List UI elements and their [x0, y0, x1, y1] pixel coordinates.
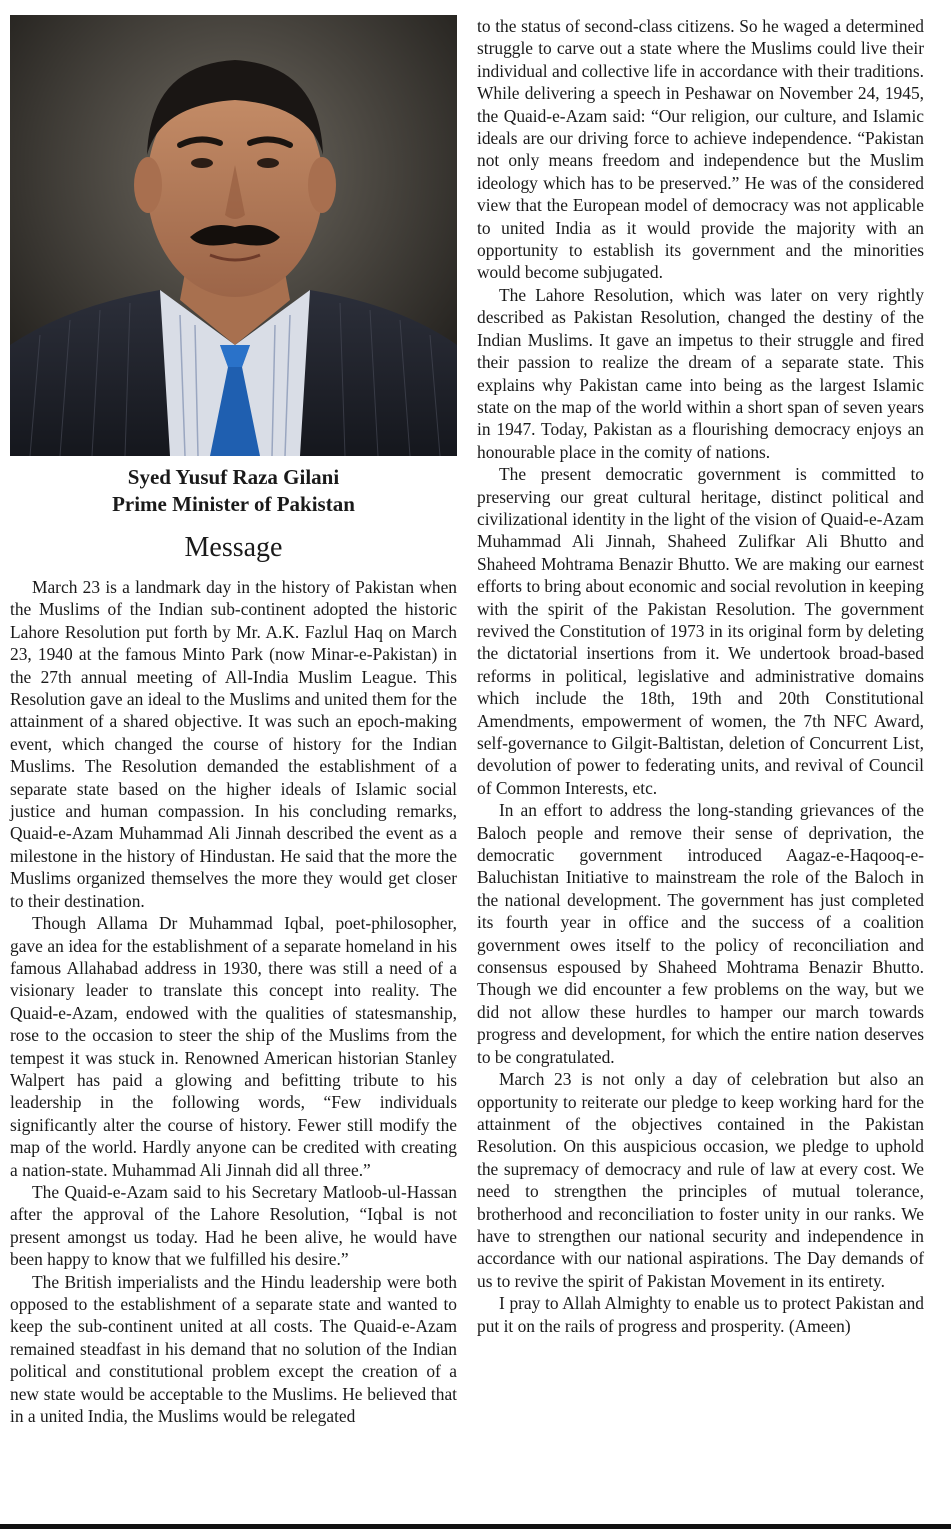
message-heading: Message [184, 532, 283, 563]
caption-name: Syed Yusuf Raza Gilani [127, 465, 340, 489]
left-column [10, 15, 457, 1427]
paragraph: The Quaid-e-Azam said to his Secretary Matloob-ul-Hassan after the approval of the Lahore Resolution, “Iqbal is not present amongst us today. Had he been alive, he would have been happy to know that we fulfilled his desire.” [10, 1181, 457, 1270]
paragraph-continued: to the status of second-class citizens. So he waged a determined struggle to carve out a state where the Muslims could live their individual and collective life in accordance with their traditions. While delivering a speech in Peshawar on November 24, 1945, the Quaid-e-Azam said: “Our religion, our culture, and Islamic ideals are our driving force to achieve independence. “Pakistan not only means freedom and independence but the Muslim ideology which has to be preserved.” He was of the considered view that the European model of democracy was not applicable to united India as it would provide the majority with an opportunity to establish its government and the minorities would become subjugated. [477, 16, 924, 283]
portrait-illustration [10, 15, 457, 456]
right-column [477, 15, 924, 1337]
paragraph: Though Allama Dr Muhammad Iqbal, poet-philosopher, gave an idea for the establishment of a separate homeland in his famous Allahabad address in 1930, there was still a need of a visionary leader to translate this concept into reality. The Quaid-e-Azam, endowed with the qualities of statesmanship, rose to the occasion to steer the ship of the Muslims from the tempest it was stuck in. Renowned American historian Stanley Walpert has paid a glowing and befitting tribute to his leadership in the following words, “Few individuals significantly alter the course of history. Fewer still modify the map of the world. Hardly anyone can be credited with creating a nation-state. Muhammad Ali Jinnah did all three.” [10, 913, 457, 1180]
paragraph: The Lahore Resolution, which was later on very rightly described as Pakistan Resolution, changed the destiny of the Indian Muslims. It gave an impetus to their struggle and fired their passion to realize the dream of a separate state. This explains why Pakistan came into being as the largest Islamic state on the map of the world within a short span of seven years in 1947. Today, Pakistan as a flourishing democracy enjoys an honourable place in the comity of nations. [477, 284, 924, 462]
portrait-photo [10, 15, 457, 456]
paragraph: I pray to Allah Almighty to enable us to protect Pakistan and put it on the rails of progress and prosperity. (Ameen) [477, 1293, 924, 1336]
paragraph: The British imperialists and the Hindu leadership were both opposed to the establishment of a separate state and wanted to keep the sub-continent united at all costs. The Quaid-e-Azam remained steadfast in his demand that no solution of the Indian political and constitutional problem except the creation of a new state would be acceptable to the Muslims. He believed that in a united India, the Muslims would be relegated [10, 1271, 457, 1427]
caption-title: Prime Minister of Pakistan [112, 492, 355, 516]
paragraph: In an effort to address the long-standing grievances of the Baloch people and remove their sense of deprivation, the democratic government introduced Aagaz-e-Haqooq-e-Baluchistan Initiative to mainstream the role of the Baloch in the national development. The government has just completed its fourth year in office and the success of a coalition government owes itself to the policy of reconciliation and consensus espoused by Shaheed Mohtrama Benazir Bhutto. Though we did encounter a few problems on the way, but we did not allow these hurdles to hamper our march towards progress and development, for which the entire nation deserves to be congratulated. [477, 800, 924, 1067]
paragraph: March 23 is a landmark day in the history of Pakistan when the Muslims of the Indian sub-continent adopted the historic Lahore Resolution put forth by Mr. A.K. Fazlul Haq on March 23, 1940 at the famous Minto Park (now Minar-e-Pakistan) in the 27th annual meeting of All-India Muslim League. This Resolution gave an ideal to the Muslims and united them for the attainment of a shared objective. It was such an epoch-making event, which changed the course of history for the Indian Muslims. The Resolution demanded the establishment of a separate state based on the higher ideals of Islamic social justice and human compassion. In his concluding remarks, Quaid-e-Azam Muhammad Ali Jinnah described the event as a milestone in the history of Hindustan. He said that the more the Muslims organized themselves the more they would get closer to their destination. [10, 577, 457, 911]
paragraph: March 23 is not only a day of celebration but also an opportunity to reiterate our pledge to keep working hard for the attainment of the objectives contained in the Pakistan Resolution. On this auspicious occasion, we pledge to uphold the supremacy of democracy and rule of law at every cost. We need to strengthen the principles of mutual tolerance, brotherhood and reconciliation to foster unity in our ranks. We have to strengthen our national security and independence in accordance with our national aspirations. The Day demands of us to revive the spirit of Pakistan Movement in its entirety. [477, 1069, 924, 1291]
paragraph: The present democratic government is committed to preserving our great cultural heritage, distinct political and civilizational identity in the light of the vision of Quaid-e-Azam Muhammad Ali Jinnah, Shaheed Zulifkar Ali Bhutto and Shaheed Mohtrama Benazir Bhutto. We are making our earnest efforts to bring about economic and social revolution in keeping with the spirit of the Pakistan Resolution. The government revived the Constitution of 1973 in its original form by deleting the dictatorial insertions from it. We undertook broad-based reforms in political, legislative and administrative domains which include the 18th, 19th and 20th Constitutional Amendments, empowerment of women, the 7th NFC Award, self-governance to Gilgit-Baltistan, deletion of Concurrent List, devolution of power to federating units, and revival of Council of Common Interests, etc. [477, 464, 924, 798]
